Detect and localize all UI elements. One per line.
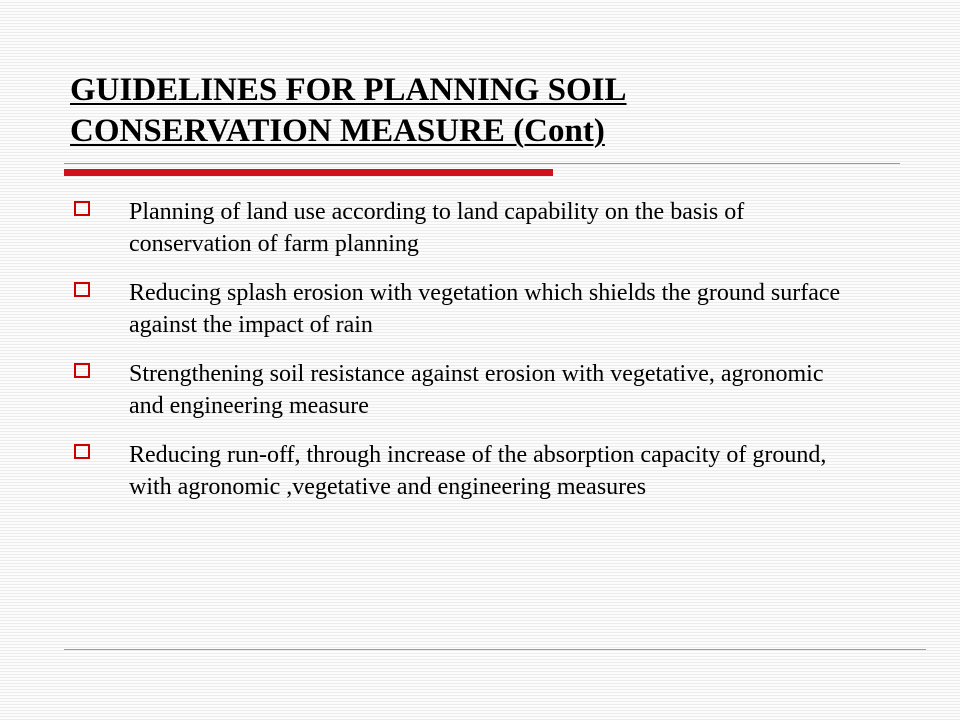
bullet-text: Reducing splash erosion with vegetation which shields the ground surface against the impact of rain xyxy=(129,280,841,338)
square-bullet-icon xyxy=(74,444,90,459)
bullet-item xyxy=(72,196,862,260)
title-divider-thin xyxy=(64,163,900,164)
square-bullet-icon xyxy=(74,363,90,378)
slide-title-line: CONSERVATION MEASURE (Cont) xyxy=(70,113,605,149)
bullet-text: Planning of land use according to land capability on the basis of conservation of farm planning xyxy=(129,199,745,257)
square-bullet-icon xyxy=(74,282,90,297)
footer-divider xyxy=(64,649,926,650)
bullet-item xyxy=(72,358,862,422)
bullet-text: Reducing run-off, through increase of the absorption capacity of ground, with agronomic ,vegetative and engineering measures xyxy=(129,442,827,500)
title-divider-accent xyxy=(64,169,553,176)
bullet-item xyxy=(72,277,862,341)
bullet-list xyxy=(72,196,862,520)
bullet-item xyxy=(72,439,862,503)
slide-title xyxy=(70,70,910,152)
slide-title-line: GUIDELINES FOR PLANNING SOIL xyxy=(70,72,627,108)
square-bullet-icon xyxy=(74,201,90,216)
bullet-text: Strengthening soil resistance against erosion with vegetative, agronomic and engineering measure xyxy=(129,361,824,419)
